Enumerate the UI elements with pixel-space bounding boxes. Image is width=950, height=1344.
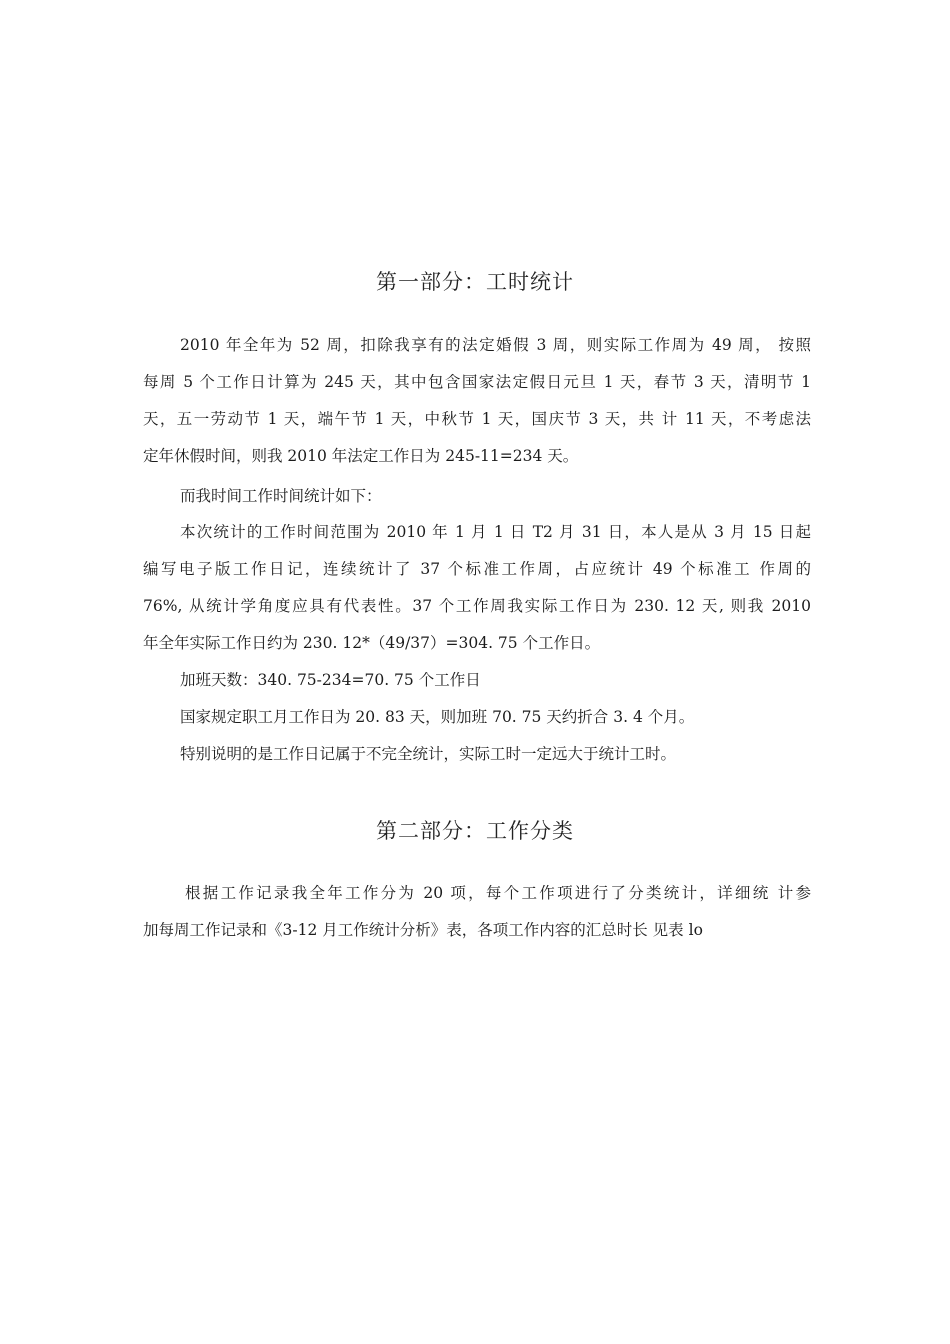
section2-para1-line1: 根据工作记录我全年工作分为 20 项，每个工作项进行了分类统计，详细统 计参 — [185, 884, 811, 902]
section1-para3-line3: 76%, 从统计学角度应具有代表性。37 个工作周我实际工作日为 230. 12 天, 则我 2010 — [143, 597, 811, 615]
section1-para4: 加班天数：340. 75-234=70. 75 个工作日 — [180, 671, 481, 689]
section1-para1-line2: 每周 5 个工作日计算为 245 天，其中包含国家法定假日元旦 1 天，春节 3 天，清明节 1 — [143, 373, 811, 391]
section1-para3-line2: 编写电子版工作日记，连续统计了 37 个标准工作周，占应统计 49 个标准工 作周的 — [143, 560, 811, 578]
section1-para2: 而我时间工作时间统计如下： — [180, 487, 382, 505]
section1-para1-line3: 天，五一劳动节 1 天，端午节 1 天，中秋节 1 天，国庆节 3 天，共 计 11 天，不考虑法 — [143, 410, 811, 428]
section1-para3-line1: 本次统计的工作时间范围为 2010 年 1 月 1 日 T2 月 31 日，本人是从 3 月 15 日起 — [180, 523, 811, 541]
section1-para1-line1: 2010 年全年为 52 周，扣除我享有的法定婚假 3 周，则实际工作周为 49 周， 按照 — [180, 336, 811, 354]
section1-para1-line4: 定年休假时间，则我 2010 年法定工作日为 245-11=234 天。 — [143, 447, 579, 465]
section2-title: 第二部分：工作分类 — [376, 819, 574, 843]
section1-para5: 国家规定职工月工作日为 20. 83 天，则加班 70. 75 天约折合 3. 4 个月。 — [180, 708, 695, 726]
section1-para3-line4: 年全年实际工作日约为 230. 12*（49/37）=304. 75 个工作日。 — [143, 634, 601, 652]
section1-para6: 特别说明的是工作日记属于不完全统计，实际工时一定远大于统计工时。 — [180, 745, 677, 763]
section1-title: 第一部分：工时统计 — [376, 270, 574, 294]
section2-para1-line2: 加每周工作记录和《3-12 月工作统计分析》表，各项工作内容的汇总时长 见表 lo — [143, 921, 703, 939]
